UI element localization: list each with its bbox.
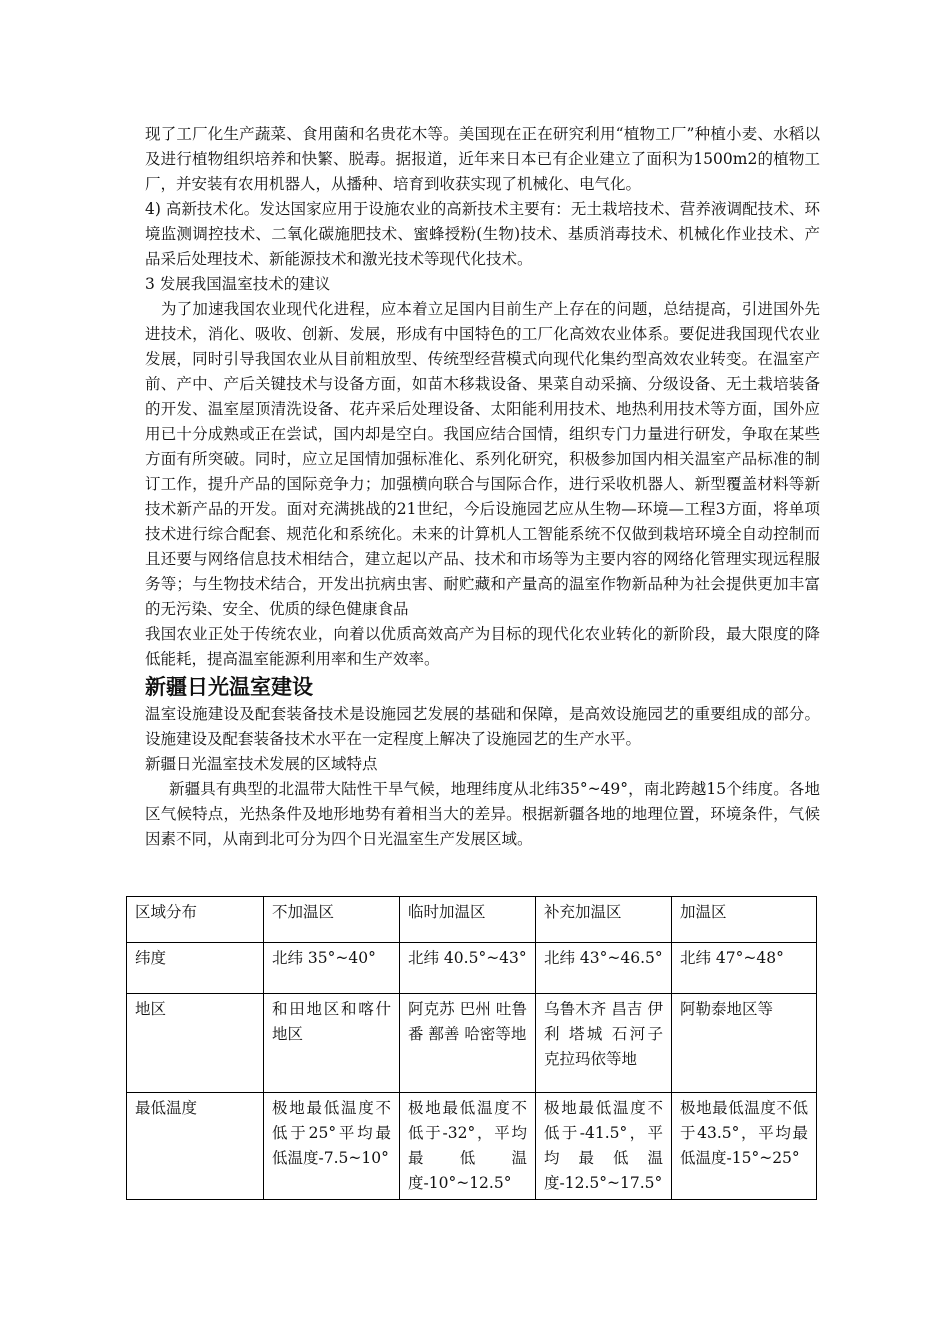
table-cell: 地区	[127, 994, 264, 1093]
table-cell: 最低温度	[127, 1093, 264, 1200]
paragraph-facility-construction: 温室设施建设及配套装备技术是设施园艺发展的基础和保障，是高效设施园艺的重要组成的部分。设施建设及配套装备技术水平在一定程度上解决了设施园艺的生产水平。	[145, 705, 820, 748]
region-table	[126, 896, 817, 1200]
table-cell: 纬度	[127, 943, 264, 994]
table-cell: 北纬 40.5°~43°	[400, 943, 536, 994]
paragraph-agriculture-stage: 我国农业正处于传统农业，向着以优质高效高产为目标的现代化农业转化的新阶段，最大限度的降低能耗，提高温室能源利用率和生产效率。	[145, 625, 820, 668]
table-row-header	[127, 897, 817, 943]
table-cell: 北纬 47°~48°	[672, 943, 817, 994]
heading-xinjiang-greenhouse: 新疆日光温室建设	[145, 675, 313, 699]
document-body	[145, 122, 820, 852]
subheading-regional-features: 新疆日光温室技术发展的区域特点	[145, 755, 378, 773]
table-cell: 阿克苏 巴州 吐鲁番 鄯善 哈密等地	[400, 994, 536, 1093]
table-cell: 和田地区和喀什地区	[264, 994, 400, 1093]
paragraph-suggestions: 为了加速我国农业现代化进程，应本着立足国内目前生产上存在的问题，总结提高，引进国外先进技术，消化、吸收、创新、发展，形成有中国特色的工厂化高效农业体系。要促进我国现代农业发展，同时引导我国农业从目前粗放型、传统型经营模式向现代化集约型高效农业转变。在温室产前、产中、产后关键技术与设备方面，如苗木移栽设备、果菜自动采摘、分级设备、无土栽培装备的开发、温室屋顶清洗设备、花卉采后处理设备、太阳能利用技术、地热利用技术等方面，国外应用已十分成熟或正在尝试，国内却是空白。我国应结合国情，组织专门力量进行研发，争取在某些方面有所突破。同时，应立足国情加强标准化、系列化研究，积极参加国内相关温室产品标准的制订工作，提升产品的国际竞争力；加强横向联合与国际合作，进行采收机器人、新型覆盖材料等新技术新产品的开发。面对充满挑战的21世纪，今后设施园艺应从生物—环境—工程3方面，将单项技术进行综合配套、规范化和系统化。未来的计算机人工智能系统不仅做到栽培环境全自动控制而且还要与网络信息技术相结合，建立起以产品、技术和市场等为主要内容的网络化管理实现远程服务等；与生物技术结合，开发出抗病虫害、耐贮藏和产量高的温室作物新品种为社会提供更加丰富的无污染、安全、优质的绿色健康食品	[145, 300, 820, 618]
table-cell: 区域分布	[127, 897, 264, 943]
table-cell: 阿勒泰地区等	[672, 994, 817, 1093]
table-row-min-temp	[127, 1093, 817, 1200]
table-row-region	[127, 994, 817, 1093]
table-cell: 极地最低温度不低于25°平均最低温度-7.5~10°	[264, 1093, 400, 1200]
section-heading-suggestions: 3 发展我国温室技术的建议	[145, 275, 331, 293]
table-cell: 乌鲁木齐 昌吉 伊利 塔城 石河子 克拉玛依等地	[536, 994, 672, 1093]
table-cell: 临时加温区	[400, 897, 536, 943]
table-cell: 北纬 43°~46.5°	[536, 943, 672, 994]
paragraph-high-tech: 4) 高新技术化。发达国家应用于设施农业的高新技术主要有：无土栽培技术、营养液调配技术、环境监测调控技术、二氧化碳施肥技术、蜜蜂授粉(生物)技术、基质消毒技术、机械化作业技术、产品采后处理技术、新能源技术和激光技术等现代化技术。	[145, 200, 820, 268]
table-row-latitude	[127, 943, 817, 994]
table-cell: 加温区	[672, 897, 817, 943]
paragraph-plant-factory: 现了工厂化生产蔬菜、食用菌和名贵花木等。美国现在正在研究利用“植物工厂”种植小麦、水稻以及进行植物组织培养和快繁、脱毒。据报道，近年来日本已有企业建立了面积为1500m2的植物工厂，并安装有农用机器人，从播种、培育到收获实现了机械化、电气化。	[145, 125, 820, 193]
paragraph-climate: 新疆具有典型的北温带大陆性干旱气候，地理纬度从北纬35°~49°，南北跨越15个纬度。各地区气候特点，光热条件及地形地势有着相当大的差异。根据新疆各地的地理位置，环境条件，气候因素不同，从南到北可分为四个日光温室生产发展区域。	[145, 780, 820, 848]
table-cell: 不加温区	[264, 897, 400, 943]
table-cell: 北纬 35°~40°	[264, 943, 400, 994]
table-cell: 极地最低温度不低于43.5°，平均最低温度-15°~25°	[672, 1093, 817, 1200]
table-cell: 极地最低温度不低于-41.5°，平均最低温度-12.5°~17.5°	[536, 1093, 672, 1200]
table-cell: 极地最低温度不低于-32°，平均最低温度-10°~12.5°	[400, 1093, 536, 1200]
table-cell: 补充加温区	[536, 897, 672, 943]
